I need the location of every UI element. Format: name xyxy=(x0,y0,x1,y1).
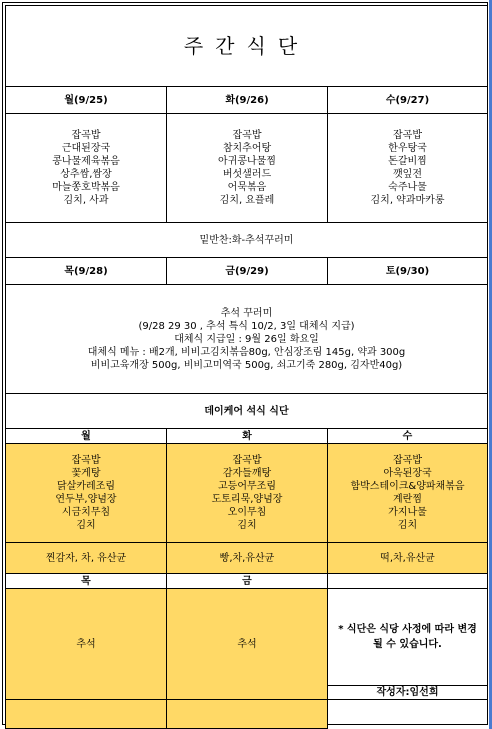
menu-item: 김치 xyxy=(237,520,257,531)
day-header-tue: 화(9/26) xyxy=(167,87,328,114)
daycare-snack-mon: 찐감자, 차, 유산균 xyxy=(6,543,167,574)
menu-item: 상추쌈,쌈장 xyxy=(60,169,112,180)
menu-item: 잡곡밥 xyxy=(232,130,262,141)
day-header-fri: 금(9/29) xyxy=(167,258,328,285)
menu-item: 도토리묵,양념장 xyxy=(211,494,283,505)
daycare-header-fri: 금 xyxy=(167,574,328,589)
menu-item: 김치, 사과 xyxy=(63,195,109,206)
daycare-header-blank xyxy=(328,574,488,589)
menu-item: 오이무침 xyxy=(227,507,267,518)
menu-item: 고등어무조림 xyxy=(218,481,276,492)
menu-item: 버섯샐러드 xyxy=(222,169,272,180)
menu-item: 김치 xyxy=(397,520,418,531)
daycare-header-tue: 화 xyxy=(167,429,328,444)
menu-item: 계란찜 xyxy=(393,494,422,505)
daycare-header-wed: 수 xyxy=(328,429,488,444)
side-dish-note: 밑반찬:화-추석꾸러미 xyxy=(6,223,488,258)
menu-item: 아귀콩나물찜 xyxy=(218,156,276,167)
daycare-menu-fri: 추석 xyxy=(167,589,328,700)
menu-item: 연두부,양념장 xyxy=(55,494,117,505)
menu-item: 어묵볶음 xyxy=(227,182,267,193)
daycare-header-thu: 목 xyxy=(6,574,167,589)
menu-item: 김치, 요플레 xyxy=(219,195,275,206)
author-label: 작성자:임선희 xyxy=(328,686,488,700)
menu-item: 가지나물 xyxy=(388,507,427,518)
menu-item: 근대된장국 xyxy=(61,143,111,154)
menu-item: 시금치무침 xyxy=(61,507,111,518)
notice-line: 대체식 메뉴 : 배2개, 비비고김치볶음80g, 안심장조림 145g, 약과 300g xyxy=(87,346,406,358)
chuseok-notice xyxy=(6,285,488,394)
daycare-header-mon: 월 xyxy=(6,429,167,444)
menu-change-note: * 식단은 식당 사정에 따라 변경될 수 있습니다. xyxy=(328,589,488,686)
menu-item: 마늘쫑호박볶음 xyxy=(52,182,120,193)
daycare-menu-tue xyxy=(167,444,328,543)
daycare-empty-thu xyxy=(6,700,167,729)
menu-item: 깻잎전 xyxy=(393,169,422,180)
notice-line: 추석 꾸러미 xyxy=(220,307,273,319)
menu-item: 김치 xyxy=(76,520,96,531)
menu-item: 잡곡밥 xyxy=(393,130,422,141)
day-header-mon: 월(9/25) xyxy=(6,87,167,114)
daycare-title: 데이케어 석식 식단 xyxy=(6,394,488,429)
daycare-menu-thu: 추석 xyxy=(6,589,167,700)
menu-item: 꽃게탕 xyxy=(71,468,101,479)
menu-cell-mon xyxy=(6,114,167,223)
menu-item: 돈갈비찜 xyxy=(388,156,427,167)
page-title: 주간식단 xyxy=(6,6,488,87)
menu-item: 잡곡밥 xyxy=(71,130,101,141)
day-header-sat: 토(9/30) xyxy=(328,258,488,285)
menu-item: 김치, 약과마카롱 xyxy=(370,195,445,206)
menu-item: 한우탕국 xyxy=(388,143,427,154)
notice-line: 대체식 지급일 : 9월 26일 화요일 xyxy=(174,333,319,345)
daycare-snack-wed: 떡,차,유산균 xyxy=(328,543,488,574)
daycare-snack-tue: 빵,차,유산균 xyxy=(167,543,328,574)
menu-item: 숙주나물 xyxy=(388,182,427,193)
notice-line: (9/28 29 30 , 추석 특식 10/2, 3일 대체식 지급) xyxy=(138,320,355,332)
menu-item: 잡곡밥 xyxy=(71,455,101,466)
menu-cell-tue xyxy=(167,114,328,223)
daycare-menu-wed xyxy=(328,444,488,543)
menu-item: 잡곡밥 xyxy=(232,455,262,466)
daycare-empty-fri xyxy=(167,700,328,729)
menu-item: 아욱된장국 xyxy=(383,468,432,479)
menu-item: 닭살카레조림 xyxy=(57,481,115,492)
day-header-wed: 수(9/27) xyxy=(328,87,488,114)
daycare-menu-mon xyxy=(6,444,167,543)
menu-item: 함박스테이크&양파채볶음 xyxy=(350,481,465,492)
weekly-menu-table xyxy=(5,5,488,729)
menu-item: 잡곡밥 xyxy=(393,455,422,466)
menu-item: 참치추어탕 xyxy=(222,143,272,154)
day-header-thu: 목(9/28) xyxy=(6,258,167,285)
menu-cell-wed xyxy=(328,114,488,223)
menu-item: 콩나물제육볶음 xyxy=(52,156,120,167)
menu-item: 감자들깨탕 xyxy=(222,468,272,479)
notice-line: 비비고육개장 500g, 비비고미역국 500g, 쇠고기죽 280g, 김자반40g) xyxy=(90,359,403,371)
